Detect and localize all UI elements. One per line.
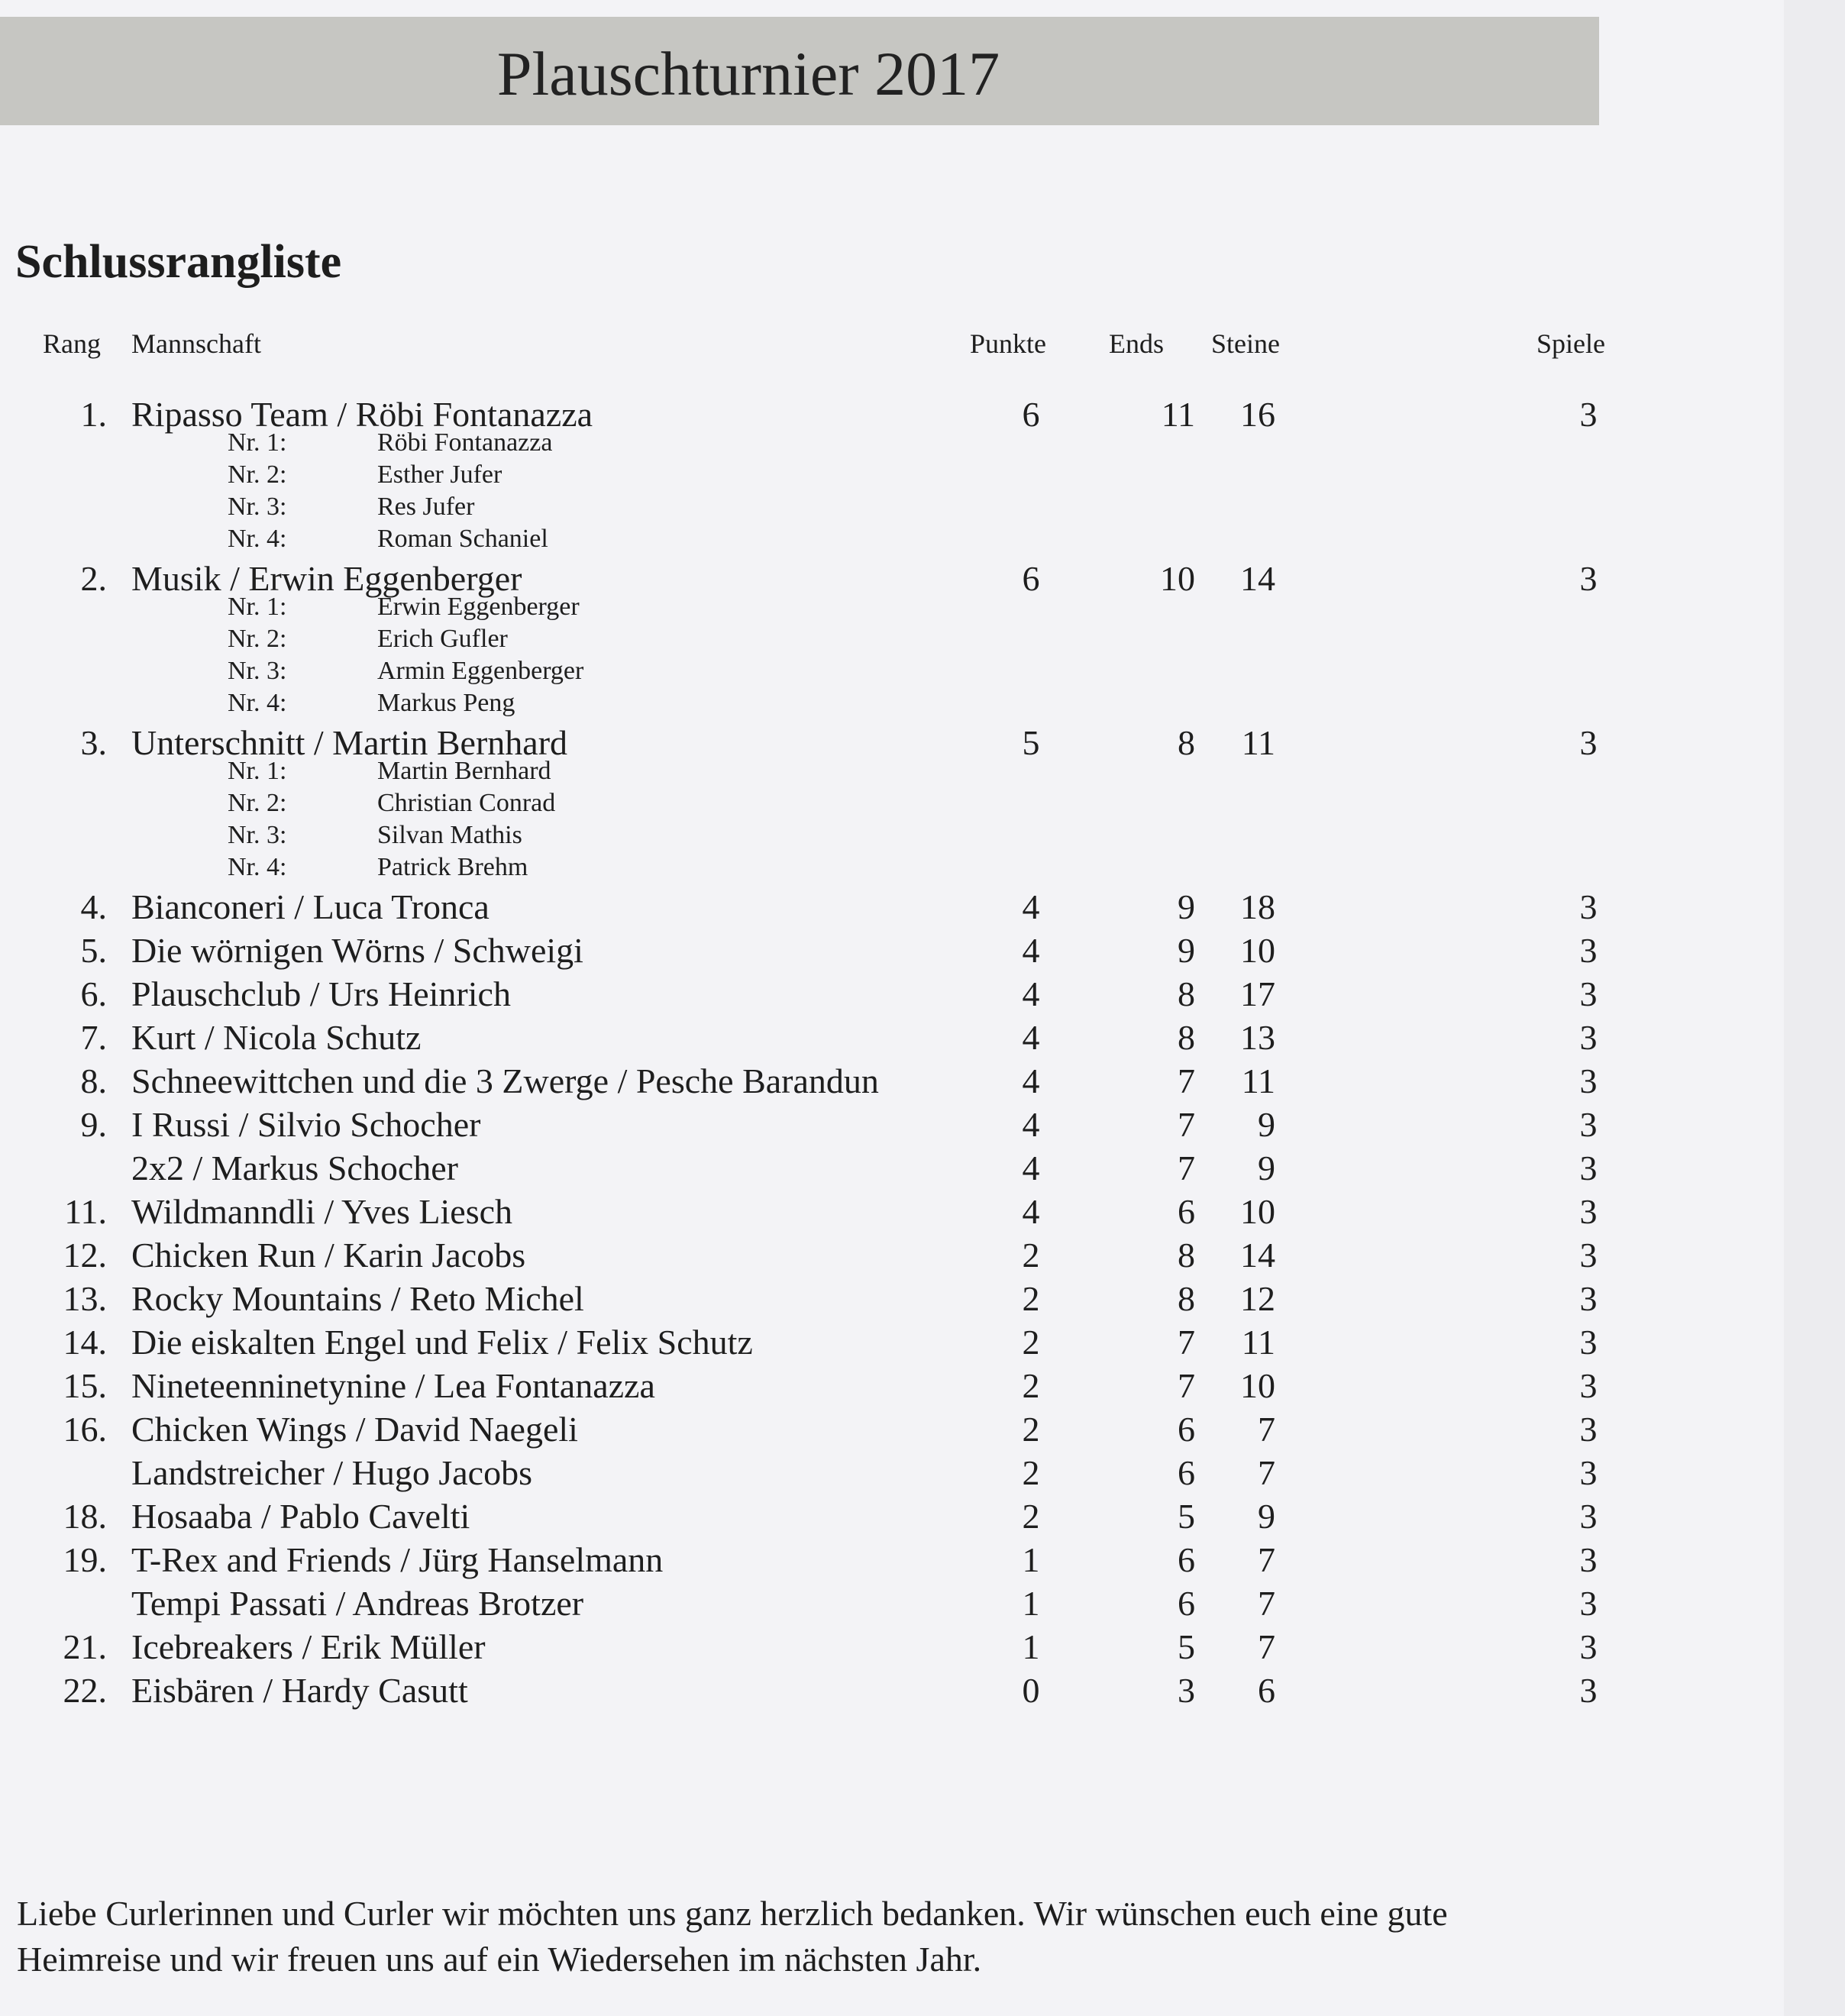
rank-cell: 6. [80,974,107,1013]
rank-cell: 22. [63,1671,107,1710]
rank-cell: 15. [63,1366,107,1405]
punkte-cell: 0 [1022,1671,1040,1710]
team-cell: Schneewittchen und die 3 Zwerge / Pesche Barandun [131,1061,879,1100]
spiele-cell: 3 [1579,1453,1598,1492]
punkte-cell: 6 [1022,395,1040,434]
punkte-cell: 4 [1022,1105,1040,1144]
team-cell: Eisbären / Hardy Casutt [131,1671,468,1710]
team-cell: Hosaaba / Pablo Cavelti [131,1497,470,1536]
spiele-cell: 3 [1579,559,1598,598]
table-row [0,1581,1784,1626]
punkte-cell: 2 [1022,1279,1040,1318]
ends-cell: 9 [1178,887,1195,926]
table-row [0,1190,1784,1234]
punkte-cell: 2 [1022,1366,1040,1405]
member-position: Nr. 3: [228,821,287,849]
ends-cell: 7 [1178,1105,1195,1144]
punkte-cell: 4 [1022,1192,1040,1231]
member-name: Patrick Brehm [377,853,528,881]
steine-cell: 16 [1240,395,1275,434]
steine-cell: 10 [1240,931,1275,970]
rank-cell: 3. [80,723,107,762]
steine-cell: 14 [1240,1236,1275,1275]
steine-cell: 17 [1240,974,1275,1013]
team-cell: Kurt / Nicola Schutz [131,1018,422,1057]
spiele-cell: 3 [1579,1236,1598,1275]
header-spiele: Spiele [1536,328,1605,359]
table-row [0,1233,1784,1278]
steine-cell: 7 [1258,1410,1275,1449]
member-name: Erich Gufler [377,625,508,653]
member-position: Nr. 4: [228,853,287,881]
punkte-cell: 5 [1022,723,1040,762]
punkte-cell: 4 [1022,974,1040,1013]
ends-cell: 7 [1178,1149,1195,1187]
punkte-cell: 2 [1022,1236,1040,1275]
member-row [0,491,1784,523]
rank-cell: 19. [63,1540,107,1579]
steine-cell: 14 [1240,559,1275,598]
member-position: Nr. 3: [228,493,287,521]
spiele-cell: 3 [1579,1671,1598,1710]
team-cell: Icebreakers / Erik Müller [131,1627,486,1666]
punkte-cell: 4 [1022,1018,1040,1057]
punkte-cell: 6 [1022,559,1040,598]
rank-cell: 1. [80,395,107,434]
spiele-cell: 3 [1579,1584,1598,1623]
member-row [0,819,1784,851]
member-position: Nr. 4: [228,525,287,553]
member-name: Silvan Mathis [377,821,522,849]
member-position: Nr. 3: [228,657,287,685]
steine-cell: 7 [1258,1584,1275,1623]
team-cell: I Russi / Silvio Schocher [131,1105,481,1144]
section-heading: Schlussrangliste [15,236,342,288]
rank-cell: 4. [80,887,107,926]
member-name: Christian Conrad [377,789,556,817]
ends-cell: 5 [1178,1497,1195,1536]
punkte-cell: 2 [1022,1323,1040,1362]
steine-cell: 18 [1240,887,1275,926]
spiele-cell: 3 [1579,974,1598,1013]
ends-cell: 9 [1178,931,1195,970]
member-row [0,687,1784,719]
ends-cell: 10 [1160,559,1195,598]
rank-cell: 2. [80,559,107,598]
ends-cell: 8 [1178,723,1195,762]
ends-cell: 6 [1178,1540,1195,1579]
team-cell: Unterschnitt / Martin Bernhard [131,723,568,762]
table-row [0,1364,1784,1408]
table-row [0,885,1784,929]
spiele-cell: 3 [1579,1192,1598,1231]
ends-cell: 8 [1178,974,1195,1013]
member-row [0,851,1784,884]
spiele-cell: 3 [1579,1061,1598,1100]
spiele-cell: 3 [1579,723,1598,762]
closing-line-2: Heimreise und wir freuen uns auf ein Wiedersehen im nächsten Jahr. [17,1940,982,1979]
member-name: Martin Bernhard [377,757,551,785]
table-row [0,1016,1784,1060]
rank-cell: 7. [80,1018,107,1057]
punkte-cell: 4 [1022,931,1040,970]
steine-cell: 11 [1241,723,1275,762]
spiele-cell: 3 [1579,1279,1598,1318]
rank-cell: 12. [63,1236,107,1275]
ends-cell: 8 [1178,1018,1195,1057]
steine-cell: 9 [1258,1149,1275,1187]
team-cell: Bianconeri / Luca Tronca [131,887,490,926]
member-row [0,787,1784,819]
member-position: Nr. 2: [228,460,287,489]
member-name: Esther Jufer [377,460,502,489]
punkte-cell: 2 [1022,1453,1040,1492]
steine-cell: 12 [1240,1279,1275,1318]
header-steine: Steine [1211,328,1280,359]
table-row [0,1059,1784,1103]
team-cell: Landstreicher / Hugo Jacobs [131,1453,533,1492]
steine-cell: 9 [1258,1497,1275,1536]
closing-message [17,1891,1735,1982]
header-mannschaft: Mannschaft [131,328,261,359]
table-row [0,972,1784,1016]
spiele-cell: 3 [1579,1540,1598,1579]
header-rang: Rang [43,328,101,359]
punkte-cell: 4 [1022,887,1040,926]
member-row [0,655,1784,687]
member-row [0,523,1784,555]
team-cell: Plauschclub / Urs Heinrich [131,974,511,1013]
steine-cell: 7 [1258,1627,1275,1666]
rank-cell: 11. [64,1192,107,1231]
table-row [0,1494,1784,1539]
steine-cell: 7 [1258,1453,1275,1492]
table-row [0,1146,1784,1191]
team-cell: Musik / Erwin Eggenberger [131,559,522,598]
table-row [0,1451,1784,1495]
team-cell: Tempi Passati / Andreas Brotzer [131,1584,584,1623]
team-cell: Rocky Mountains / Reto Michel [131,1279,584,1318]
ends-cell: 3 [1178,1671,1195,1710]
rank-cell: 18. [63,1497,107,1536]
spiele-cell: 3 [1579,931,1598,970]
punkte-cell: 1 [1022,1584,1040,1623]
spiele-cell: 3 [1579,1410,1598,1449]
steine-cell: 11 [1241,1323,1275,1362]
rank-cell: 8. [80,1061,107,1100]
member-position: Nr. 2: [228,625,287,653]
spiele-cell: 3 [1579,1497,1598,1536]
header-ends: Ends [1109,328,1164,359]
table-row [0,1625,1784,1669]
ends-cell: 5 [1178,1627,1195,1666]
member-name: Röbi Fontanazza [377,428,553,457]
spiele-cell: 3 [1579,887,1598,926]
team-cell: Nineteenninetynine / Lea Fontanazza [131,1366,655,1405]
member-row [0,459,1784,491]
member-name: Armin Eggenberger [377,657,584,685]
steine-cell: 10 [1240,1192,1275,1231]
title-banner [0,17,1599,125]
table-row [0,1103,1784,1147]
ends-cell: 6 [1178,1410,1195,1449]
steine-cell: 13 [1240,1018,1275,1057]
punkte-cell: 2 [1022,1410,1040,1449]
steine-cell: 11 [1241,1061,1275,1100]
spiele-cell: 3 [1579,1149,1598,1187]
steine-cell: 9 [1258,1105,1275,1144]
member-name: Res Jufer [377,493,475,521]
page-edge [1784,0,1845,2016]
member-name: Roman Schaniel [377,525,548,553]
table-row [0,1277,1784,1321]
team-cell: Wildmanndli / Yves Liesch [131,1192,513,1231]
rank-cell: 9. [80,1105,107,1144]
ends-cell: 6 [1178,1453,1195,1492]
spiele-cell: 3 [1579,395,1598,434]
member-position: Nr. 2: [228,789,287,817]
spiele-cell: 3 [1579,1105,1598,1144]
steine-cell: 6 [1258,1671,1275,1710]
ends-cell: 6 [1178,1192,1195,1231]
closing-line-1: Liebe Curlerinnen und Curler wir möchten uns ganz herzlich bedanken. Wir wünschen euch eine gute [17,1894,1448,1933]
steine-cell: 7 [1258,1540,1275,1579]
punkte-cell: 1 [1022,1627,1040,1666]
page-title: Plauschturnier 2017 [496,39,1000,108]
team-cell: Ripasso Team / Röbi Fontanazza [131,395,593,434]
ends-cell: 7 [1178,1323,1195,1362]
ends-cell: 7 [1178,1061,1195,1100]
table-row [0,929,1784,973]
ends-cell: 6 [1178,1584,1195,1623]
spiele-cell: 3 [1579,1366,1598,1405]
member-row [0,623,1784,655]
member-name: Markus Peng [377,689,515,717]
table-row [0,1538,1784,1582]
member-position: Nr. 4: [228,689,287,717]
team-cell: Chicken Wings / David Naegeli [131,1410,578,1449]
table-row [0,1669,1784,1713]
rank-cell: 21. [63,1627,107,1666]
member-row [0,427,1784,459]
punkte-cell: 4 [1022,1149,1040,1187]
ends-cell: 7 [1178,1366,1195,1405]
punkte-cell: 4 [1022,1061,1040,1100]
table-row [0,1320,1784,1365]
team-cell: 2x2 / Markus Schocher [131,1149,458,1187]
rank-cell: 13. [63,1279,107,1318]
rank-cell: 14. [63,1323,107,1362]
ends-cell: 11 [1161,395,1195,434]
member-position: Nr. 1: [228,757,287,785]
spiele-cell: 3 [1579,1323,1598,1362]
member-position: Nr. 1: [228,428,287,457]
team-cell: Chicken Run / Karin Jacobs [131,1236,526,1275]
rank-cell: 5. [80,931,107,970]
ends-cell: 8 [1178,1236,1195,1275]
rank-cell: 16. [63,1410,107,1449]
member-name: Erwin Eggenberger [377,593,580,621]
punkte-cell: 1 [1022,1540,1040,1579]
team-cell: Die wörnigen Wörns / Schweigi [131,931,583,970]
member-row [0,591,1784,623]
spiele-cell: 3 [1579,1627,1598,1666]
steine-cell: 10 [1240,1366,1275,1405]
spiele-cell: 3 [1579,1018,1598,1057]
team-cell: Die eiskalten Engel und Felix / Felix Schutz [131,1323,753,1362]
table-row [0,1407,1784,1452]
ends-cell: 8 [1178,1279,1195,1318]
member-position: Nr. 1: [228,593,287,621]
team-cell: T-Rex and Friends / Jürg Hanselmann [131,1540,664,1579]
header-punkte: Punkte [970,328,1047,359]
member-row [0,755,1784,787]
punkte-cell: 2 [1022,1497,1040,1536]
